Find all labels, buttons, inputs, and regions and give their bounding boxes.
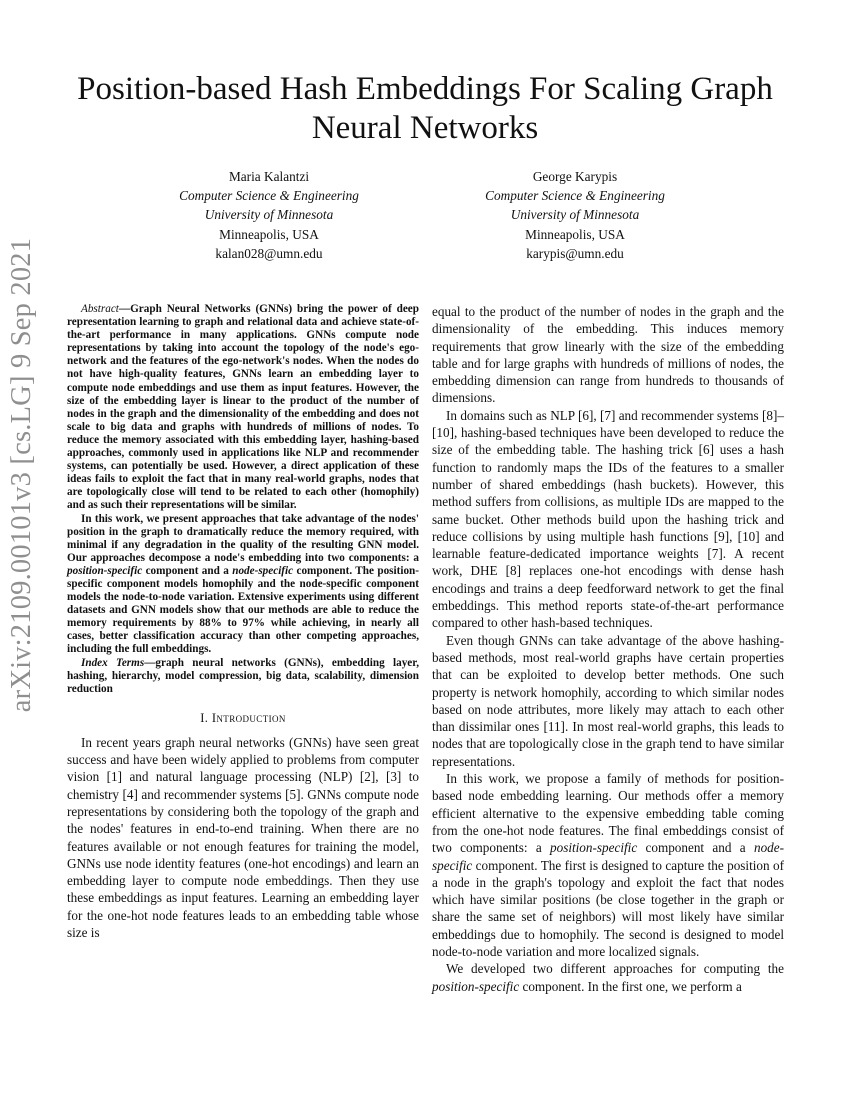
index-terms: Index Terms—graph neural networks (GNNs), embedding layer, hashing, hierarchy, model compression, big data, scalability, dimension reduction (67, 656, 419, 695)
paragraph: In this work, we propose a family of methods for position-based node embedding learning. Our methods offer a memory efficient alternative to the expensive embedding table coming from the one-hot node features. The final embeddings consist of two components: a position-specific component and a node-specific component. The first is designed to capture the position of a node in the graph's topology and exploit the fact that nodes which have similar positions (be close together in the graph or share the same set of neighbors) will most likely have similar embeddings due to homophily. The second is designed to model node-to-node variation and more localized signals. (432, 771, 784, 959)
author-department: Computer Science & Engineering (179, 188, 359, 204)
author-institution: University of Minnesota (204, 207, 334, 223)
author-name: George Karypis (532, 169, 618, 184)
abstract-paragraph-1: Abstract—Graph Neural Networks (GNNs) bring the power of deep representation learning to graph and relational data and achieve state-of-the-art performance in many applications. GNNs compute node representations by taking into account the topology of the node's ego-network and the features of the ego-network's nodes. When the nodes do not have high-quality features, GNNs learn an embedding layer to compute node embeddings and use them as input features. However, the size of the embedding layer is linear to the product of the number of nodes in the graph and the dimensionality of the embedding and does not scale to big data and graphs with hundreds of millions of nodes. To reduce the memory associated with this embedding layer, hashing-based approaches, commonly used in applications like NLP and recommender systems, can potentially be used. However, a direct application of these ideas fails to exploit the fact that in many real-world graphs, nodes that are topologically close will tend to be related to each other (homophily) and as such their representations will be similar. (67, 303, 419, 512)
author-block-1 (109, 167, 429, 263)
paper-title: Position-based Hash Embeddings For Scaling Graph Neural Networks (77, 71, 773, 146)
index-terms-label: Index Terms (81, 656, 145, 669)
section-title: Introduction (211, 710, 286, 725)
abstract-paragraph-2: In this work, we present approaches that take advantage of the nodes' position in the graph to dramatically reduce the memory required, with minimal if any degradation in the quality of the resulting GNN model. Our approaches decompose a node's embedding into two components: a position-specific component and a node-specific component. The position-specific component models homophily and the node-specific component models the node-to-node variation. Extensive experiments using different datasets and GNN models show that our methods are able to reduce the memory requirements by 88% to 97% while achieving, in nearly all cases, better classification accuracy than other competing approaches, including the full embeddings. (67, 512, 419, 656)
author-email: kalan028@umn.edu (215, 245, 323, 261)
author-block-2 (415, 167, 735, 263)
paragraph: In recent years graph neural networks (GNNs) have seen great success and have been widely applied to problems from computer vision [1] and natural language processing (NLP) [2], [3] to chemistry [4] and recommender systems [5]. GNNs compute node representations by considering both the topology of the graph and the nodes' features in end-to-end training. When there are no features available or not enough features for training the model, GNNs use node identity features (one-hot encodings) and learn an embedding layer to compute node embeddings. Then they use these embeddings as input features. Learning an embedding layer for the one-hot node features leads to an embedding table whose size is (67, 734, 419, 941)
paragraph: We developed two different approaches for computing the position-specific component. In the first one, we perform a (432, 961, 784, 994)
left-column (67, 303, 419, 941)
abstract (67, 303, 419, 696)
author-location: Minneapolis, USA (525, 226, 625, 242)
section-heading-introduction (67, 711, 419, 726)
paragraph: equal to the product of the number of nodes in the graph and the dimensionality of the embedding. This induces memory requirements that grow linearly with the size of the embedding table and for large graphs with hundreds of millions of nodes, the embedding dimension can range from hundreds to thousands of dimensions. (432, 304, 784, 406)
introduction-left-text (67, 734, 419, 942)
abstract-label: Abstract (81, 303, 119, 315)
section-number: I. (200, 710, 212, 725)
author-institution: University of Minnesota (510, 207, 640, 223)
author-name: Maria Kalantzi (228, 169, 310, 184)
author-department: Computer Science & Engineering (485, 188, 665, 204)
arxiv-side-label (2, 237, 42, 713)
paragraph: Even though GNNs can take advantage of the above hashing-based methods, most real-world graphs have certain properties that can be exploited to develop better methods. One such property is network homophily, according to which similar nodes based on node attributes, more likely may attach to each other than dissimilar ones [11]. In most real-world graphs, this leads to nodes that are topologically close in the graph tend to have similar representations. (432, 632, 784, 769)
author-email: karypis@umn.edu (526, 245, 624, 261)
arxiv-identifier: arXiv:2109.00101v3 [cs.LG] 9 Sep 2021 (6, 237, 38, 713)
paragraph: In domains such as NLP [6], [7] and recommender systems [8]–[10], hashing-based techniques have been developed to reduce the size of the embedding table. The hashing trick [6] uses a hash function to randomly maps the IDs of the features to a smaller number of shared embeddings (hash buckets). However, this method suffers from collisions, as multiple IDs are mapped to the same bucket. Other methods build upon the hashing trick and reduce collisions by using multiple hash functions [9], [10] and learnable feature-dedicated importance weights [7]. A recent work, DHE [8] replaces one-hot encodings with dense hash encodings and trains a deep feedforward network to get the final embeddings. This method reports state-of-the-art performance compared to other hash-based techniques. (432, 407, 784, 631)
author-location: Minneapolis, USA (219, 226, 319, 242)
right-column (432, 303, 784, 995)
